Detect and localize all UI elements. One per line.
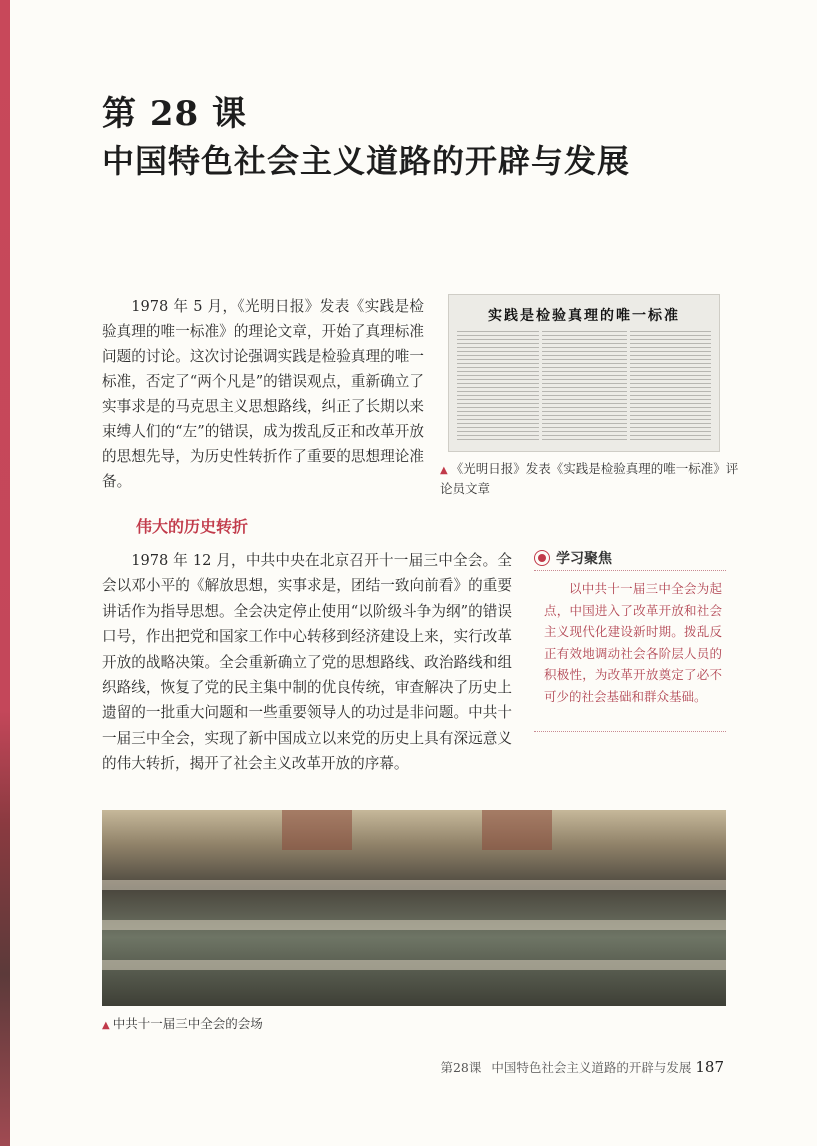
study-focus-box [534,548,726,732]
newspaper-text-columns [457,331,711,443]
newspaper-caption-text: 《光明日报》发表《实践是检验真理的唯一标准》评论员文章 [440,461,739,496]
intro-paragraph: 1978 年 5 月，《光明日报》发表《实践是检验真理的唯一标准》的理论文章，开始了真理标准问题的讨论。这次讨论强调实践是检验真理的唯一标准，否定了“两个凡是”的错误观点，重新确立了实事求是的马克思主义思想路线，纠正了长期以来束缚人们的“左”的错误，成为拨乱反正和改革开放的思想先导，为历史性转折作了重要的思想理论准备。 [102,298,424,490]
footer-lesson-title: 中国特色社会主义道路的开辟与发展 [491,1060,692,1075]
newspaper-column-gap [539,331,542,443]
photo-curtain [282,810,352,850]
newspaper-photo [448,294,720,452]
lesson-title: 中国特色社会主义道路的开辟与发展 [102,142,631,180]
section-paragraph: 1978 年 12 月，中共中央在北京召开十一届三中全会。全会以邓小平的《解放思想，实事求是，团结一致向前看》的重要讲话作为指导思想。全会决定停止使用“以阶级斗争为纲”的错误口号，作出把党和国家工作中心转移到经济建设上来，实行改革开放的战略决策。全会重新确立了党的思想路线、政治路线和组织路线，恢复了党的民主集中制的优良传统，审查解决了历史上遗留的一批重大问题和一些重要领导人的功过是非问题。中共十一届三中全会，实现了新中国成立以来党的历史上具有深远意义的伟大转折，揭开了社会主义改革开放的序幕。 [102,552,512,773]
meeting-hall-photo [102,810,726,1006]
lesson-number: 第 28 课 [102,94,247,134]
study-focus-top-divider [534,570,726,571]
study-focus-bottom-divider [534,731,726,732]
side-color-strip [0,0,10,1146]
study-focus-header [534,548,726,568]
photo-table-row [102,880,726,890]
meeting-caption [102,1014,263,1032]
photo-table-row [102,960,726,970]
caption-marker-icon: ▲ [440,465,448,476]
page-number: 187 [695,1058,724,1076]
newspaper-caption [440,460,740,498]
section-heading: 伟大的历史转折 [136,517,249,536]
study-focus-text: 以中共十一届三中全会为起点，中国进入了改革开放和社会主义现代化建设新时期。拨乱反正有效地调动社会各阶层人员的积极性，为改革开放奠定了必不可少的社会基础和群众基础。 [544,581,722,704]
caption-marker-icon: ▲ [102,1020,110,1031]
newspaper-column-gap [627,331,630,443]
page-footer [440,1058,724,1076]
newspaper-headline: 实践是检验真理的唯一标准 [488,308,680,324]
photo-table-row [102,920,726,930]
focus-target-icon [534,550,550,566]
photo-curtain [482,810,552,850]
study-focus-label: 学习聚焦 [556,551,612,567]
meeting-caption-text: 中共十一届三中全会的会场 [112,1016,263,1031]
footer-lesson-ref: 第28课 [440,1060,482,1075]
